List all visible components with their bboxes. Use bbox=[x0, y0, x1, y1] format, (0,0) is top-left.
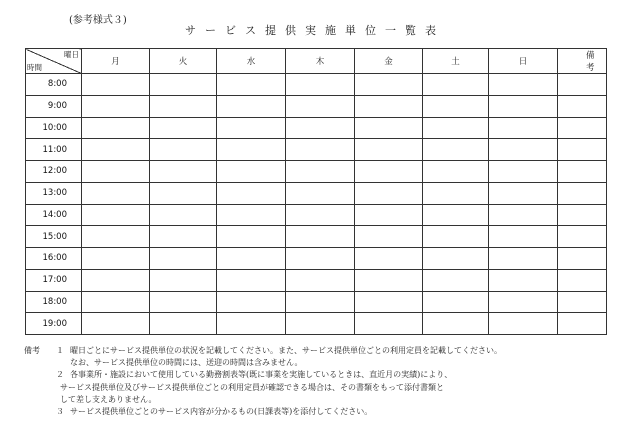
note-line: して差し支えありません。 bbox=[60, 394, 157, 404]
schedule-cell bbox=[150, 117, 217, 139]
notes-heading: 備考 bbox=[24, 346, 40, 355]
corner-time-label: 時間 bbox=[27, 63, 42, 72]
schedule-cell bbox=[355, 226, 423, 248]
schedule-cell bbox=[423, 139, 489, 161]
time-label: 14:00 bbox=[26, 204, 82, 226]
schedule-cell bbox=[558, 291, 607, 313]
schedule-cell bbox=[489, 74, 558, 96]
time-label: 15:00 bbox=[26, 226, 82, 248]
column-header-sat: 土 bbox=[423, 49, 489, 74]
schedule-cell bbox=[286, 313, 355, 335]
table-row bbox=[26, 117, 607, 139]
table-row bbox=[26, 269, 607, 291]
table-row bbox=[26, 291, 607, 313]
note-number: ３ bbox=[56, 406, 64, 416]
schedule-cell bbox=[82, 291, 150, 313]
schedule-cell bbox=[355, 161, 423, 183]
column-header-mon: 月 bbox=[82, 49, 150, 74]
schedule-cell bbox=[286, 117, 355, 139]
schedule-cell bbox=[355, 313, 423, 335]
schedule-cell bbox=[355, 204, 423, 226]
schedule-cell bbox=[558, 74, 607, 96]
table-row bbox=[26, 248, 607, 270]
schedule-cell bbox=[82, 269, 150, 291]
notes-section bbox=[0, 345, 630, 418]
schedule-cell bbox=[355, 95, 423, 117]
column-header-sun: 日 bbox=[489, 49, 558, 74]
schedule-cell bbox=[355, 291, 423, 313]
note-line: 各事業所・施設において使用している勤務割表等(既に事業を実施しているときは、直近月の実績)により、 bbox=[70, 370, 453, 380]
schedule-cell bbox=[423, 226, 489, 248]
schedule-cell bbox=[558, 204, 607, 226]
schedule-cell bbox=[150, 248, 217, 270]
schedule-cell bbox=[217, 95, 286, 117]
schedule-table bbox=[25, 48, 623, 335]
schedule-cell bbox=[82, 226, 150, 248]
schedule-cell bbox=[217, 182, 286, 204]
form-reference: (参考様式３) bbox=[69, 15, 127, 26]
schedule-cell bbox=[423, 117, 489, 139]
schedule-cell bbox=[286, 139, 355, 161]
time-label: 19:00 bbox=[26, 313, 82, 335]
schedule-cell bbox=[423, 74, 489, 96]
schedule-cell bbox=[82, 204, 150, 226]
schedule-cell bbox=[82, 182, 150, 204]
schedule-cell bbox=[217, 313, 286, 335]
schedule-cell bbox=[217, 269, 286, 291]
table-row bbox=[26, 182, 607, 204]
schedule-cell bbox=[286, 95, 355, 117]
schedule-cell bbox=[423, 182, 489, 204]
schedule-cell bbox=[286, 269, 355, 291]
table-row bbox=[26, 226, 607, 248]
column-header-remarks: 備考 bbox=[558, 49, 607, 74]
schedule-cell bbox=[355, 117, 423, 139]
table-row bbox=[26, 139, 607, 161]
time-label: 12:00 bbox=[26, 161, 82, 183]
schedule-cell bbox=[489, 95, 558, 117]
schedule-cell bbox=[423, 248, 489, 270]
schedule-cell bbox=[489, 204, 558, 226]
schedule-cell bbox=[489, 248, 558, 270]
table-row bbox=[26, 74, 607, 96]
schedule-cell bbox=[489, 226, 558, 248]
schedule-cell bbox=[558, 269, 607, 291]
time-label: 9:00 bbox=[26, 95, 82, 117]
schedule-cell bbox=[217, 291, 286, 313]
schedule-cell bbox=[558, 182, 607, 204]
schedule-cell bbox=[150, 226, 217, 248]
time-label: 17:00 bbox=[26, 269, 82, 291]
schedule-cell bbox=[489, 117, 558, 139]
schedule-cell bbox=[423, 95, 489, 117]
schedule-cell bbox=[558, 248, 607, 270]
table-row bbox=[26, 161, 607, 183]
schedule-cell bbox=[355, 248, 423, 270]
table-row bbox=[26, 204, 607, 226]
column-header-thu: 木 bbox=[286, 49, 355, 74]
schedule-cell bbox=[217, 139, 286, 161]
schedule-cell bbox=[489, 313, 558, 335]
column-header-tue: 火 bbox=[150, 49, 217, 74]
schedule-cell bbox=[423, 161, 489, 183]
schedule-cell bbox=[217, 204, 286, 226]
schedule-cell bbox=[150, 74, 217, 96]
time-label: 13:00 bbox=[26, 182, 82, 204]
schedule-cell bbox=[558, 139, 607, 161]
schedule-cell bbox=[558, 95, 607, 117]
schedule-cell bbox=[82, 248, 150, 270]
schedule-cell bbox=[82, 313, 150, 335]
schedule-cell bbox=[286, 161, 355, 183]
time-label: 16:00 bbox=[26, 248, 82, 270]
note-line: なお、サービス提供単位の時間には、送迎の時間は含みません。 bbox=[70, 358, 303, 368]
schedule-cell bbox=[423, 204, 489, 226]
schedule-cell bbox=[489, 139, 558, 161]
schedule-cell bbox=[150, 291, 217, 313]
schedule-cell bbox=[82, 161, 150, 183]
schedule-cell bbox=[286, 182, 355, 204]
schedule-cell bbox=[150, 204, 217, 226]
corner-header bbox=[26, 49, 82, 74]
schedule-cell bbox=[423, 313, 489, 335]
time-label: 11:00 bbox=[26, 139, 82, 161]
schedule-cell bbox=[558, 226, 607, 248]
note-number: １ bbox=[56, 346, 64, 355]
schedule-cell bbox=[217, 248, 286, 270]
schedule-cell bbox=[355, 74, 423, 96]
schedule-cell bbox=[423, 291, 489, 313]
schedule-cell bbox=[217, 226, 286, 248]
column-header-wed: 水 bbox=[217, 49, 286, 74]
schedule-cell bbox=[82, 117, 150, 139]
time-label: 18:00 bbox=[26, 291, 82, 313]
schedule-cell bbox=[355, 182, 423, 204]
corner-day-label: 曜日 bbox=[64, 50, 79, 59]
schedule-cell bbox=[286, 204, 355, 226]
schedule-cell bbox=[150, 139, 217, 161]
schedule-cell bbox=[82, 95, 150, 117]
schedule-cell bbox=[286, 291, 355, 313]
schedule-cell bbox=[489, 269, 558, 291]
schedule-cell bbox=[489, 182, 558, 204]
schedule-cell bbox=[150, 313, 217, 335]
time-label: 10:00 bbox=[26, 117, 82, 139]
schedule-cell bbox=[217, 74, 286, 96]
schedule-cell bbox=[489, 291, 558, 313]
schedule-cell bbox=[489, 161, 558, 183]
schedule-cell bbox=[286, 74, 355, 96]
schedule-cell bbox=[558, 161, 607, 183]
note-number: ２ bbox=[56, 370, 64, 380]
table-row bbox=[26, 95, 607, 117]
schedule-cell bbox=[423, 269, 489, 291]
schedule-cell bbox=[217, 117, 286, 139]
schedule-cell bbox=[558, 313, 607, 335]
schedule-cell bbox=[150, 269, 217, 291]
time-label: 8:00 bbox=[26, 74, 82, 96]
schedule-cell bbox=[558, 117, 607, 139]
schedule-cell bbox=[286, 248, 355, 270]
schedule-cell bbox=[355, 269, 423, 291]
schedule-cell bbox=[82, 74, 150, 96]
table-row bbox=[26, 313, 607, 335]
note-line: サービス提供単位及びサービス提供単位ごとの利用定員が確認できる場合は、その書類をもって添付書類と bbox=[60, 382, 444, 392]
schedule-cell bbox=[217, 161, 286, 183]
schedule-cell bbox=[150, 161, 217, 183]
note-line: 曜日ごとにサービス提供単位の状況を記載してください。また、サービス提供単位ごとの利用定員を記載してください。 bbox=[70, 346, 502, 355]
page-title: サービス提供実施単位一覧表 bbox=[185, 24, 445, 37]
schedule-cell bbox=[286, 226, 355, 248]
column-header-fri: 金 bbox=[355, 49, 423, 74]
schedule-cell bbox=[150, 182, 217, 204]
note-line: サービス提供単位ごとのサービス内容が分かるもの(日課表等)を添付してください。 bbox=[70, 406, 373, 416]
schedule-cell bbox=[82, 139, 150, 161]
header-row bbox=[26, 49, 607, 74]
schedule-cell bbox=[355, 139, 423, 161]
schedule-cell bbox=[150, 95, 217, 117]
